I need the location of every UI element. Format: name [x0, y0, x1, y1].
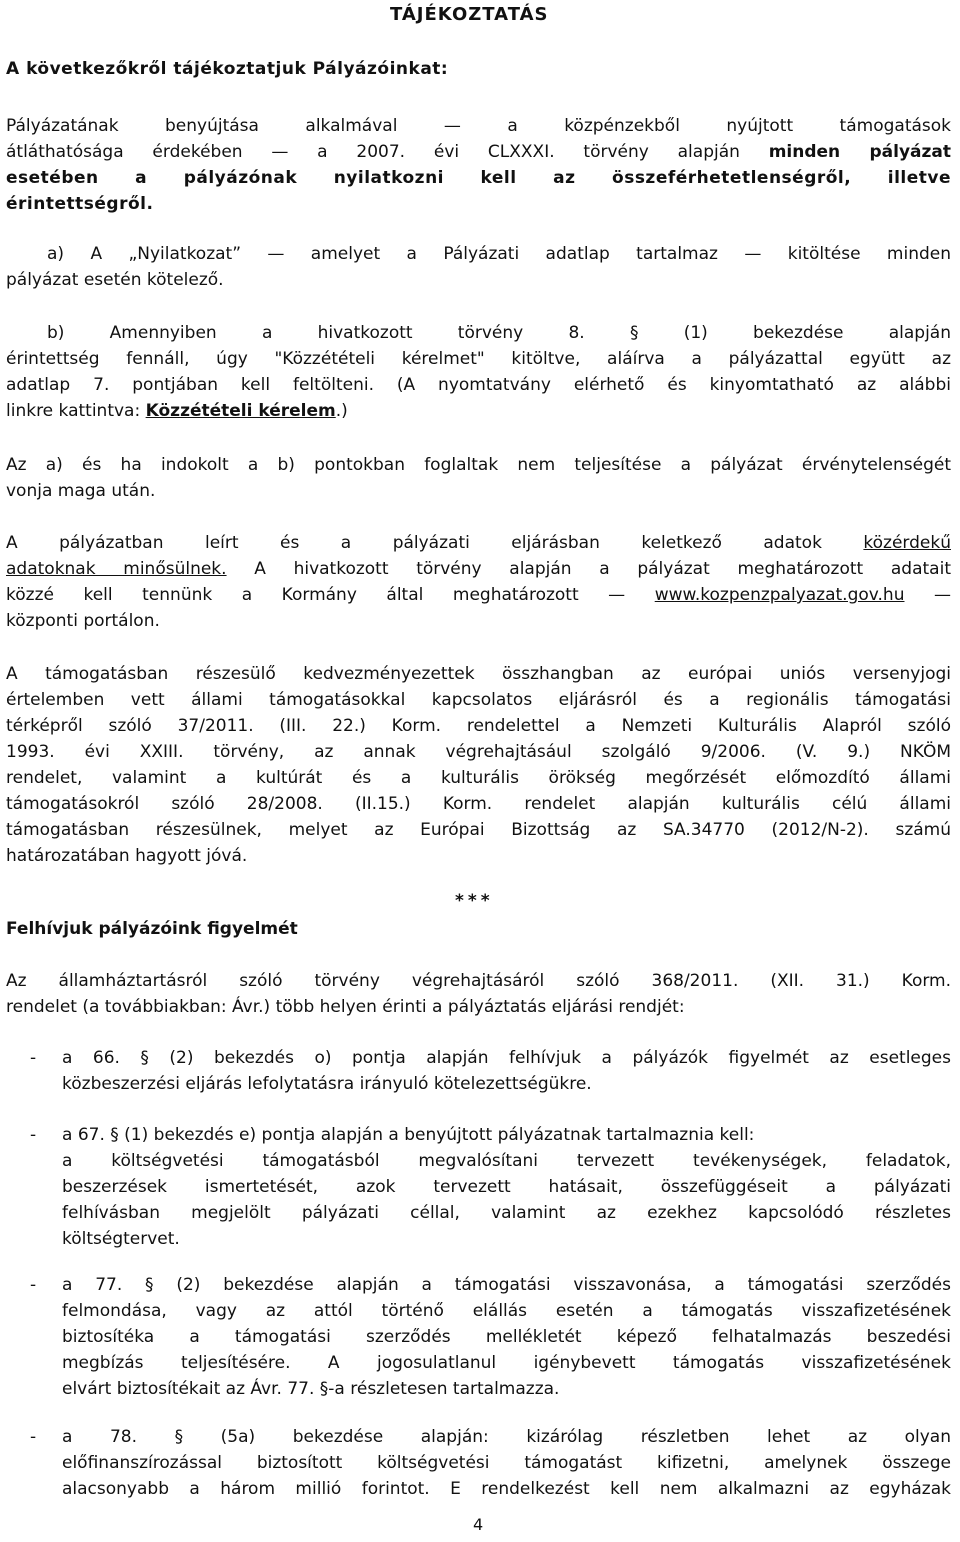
text-line: a 78. § (5a) bekezdése alapján: kizárólag részletben lehet az olyan: [62, 1427, 951, 1447]
text-line: a költségvetési támogatásból megvalósítani tervezett tevékenységek, feladatok,: [62, 1151, 951, 1171]
text-line: A támogatásban részesülő kedvezményezettek összhangban az európai uniós versenyjogi: [6, 664, 951, 684]
text-line: 1993. évi XXIII. törvény, az annak végrehajtásául szolgáló 9/2006. (V. 9.) NKÖM: [6, 742, 951, 762]
text-line: adatlap 7. pontjában kell feltölteni. (A nyomtatvány elérhető és kinyomtatható az alábbi: [6, 375, 951, 395]
paragraph-transparency: [6, 113, 951, 217]
kozerdeku-adatoknak-link[interactable]: adatoknak minősülnek.: [6, 559, 227, 579]
list-item: [62, 1045, 951, 1097]
paragraph-public-data: [6, 530, 951, 634]
text-line: értelemben vett állami támogatásokkal kapcsolatos eljárásról és a regionális támogatási: [6, 690, 951, 710]
text-line: elvárt biztosítékait az Ávr. 77. §-a részletesen tartalmazza.: [62, 1379, 560, 1399]
intro-heading: A következőkről tájékoztatjuk Pályázóinkat:: [6, 59, 449, 79]
list-item: [62, 1272, 951, 1402]
kozerdeku-link[interactable]: közérdekű: [863, 533, 951, 553]
list-item: [62, 1424, 951, 1502]
text-line: b) Amennyiben a hivatkozott törvény 8. § (1) bekezdése alapján: [47, 323, 951, 343]
text-line: átláthatósága érdekében — a 2007. évi CLXXXI. törvény alapján minden pályázat: [6, 142, 951, 162]
paragraph-avr: [6, 968, 951, 1020]
list-bullet: -: [30, 1427, 37, 1447]
text-line: adatoknak minősülnek. A hivatkozott törvény alapján a pályázat meghatározott adatait: [6, 559, 951, 579]
list-item: [62, 1122, 951, 1252]
text-line: Az államháztartásról szóló törvény végrehajtásáról szóló 368/2011. (XII. 31.) Korm.: [6, 971, 951, 991]
text-line: támogatásban részesülnek, melyet az Európai Bizottság az SA.34770 (2012/N-2). számú: [6, 820, 951, 840]
section-heading: Felhívjuk pályázóink figyelmét: [6, 919, 298, 939]
list-bullet: -: [30, 1125, 37, 1145]
text-line: megbízás teljesítésére. A jogosulatlanul igénybevett támogatás visszafizetésének: [62, 1353, 951, 1373]
text-line: központi portálon.: [6, 611, 160, 631]
list-bullet: -: [30, 1048, 37, 1068]
paragraph-a: [6, 241, 951, 293]
text-line: felhívásban megjelölt pályázati céllal, valamint az ezekhez kapcsolódó részletes: [62, 1203, 951, 1223]
text-line: A pályázatban leírt és a pályázati eljárásban keletkező adatok közérdekű: [6, 533, 951, 553]
text-line: határozatában hagyott jóvá.: [6, 846, 248, 866]
text-line: biztosítéka a támogatási szerződés mellékletét képező felhatalmazás beszedési: [62, 1327, 951, 1347]
text-line: a 77. § (2) bekezdése alapján a támogatási visszavonása, a támogatási szerződés: [62, 1275, 951, 1295]
text-line: támogatásokról szóló 28/2008. (II.15.) Korm. rendelet alapján kulturális célú állami: [6, 794, 951, 814]
text-line: pályázat esetén kötelező.: [6, 270, 224, 290]
text-line: vonja maga után.: [6, 481, 156, 501]
text-line: érintettségről.: [6, 194, 154, 214]
kozpenzpalyazat-link[interactable]: www.kozpenzpalyazat.gov.hu: [654, 585, 905, 605]
text-line: előfinanszírozással biztosított költségvetési támogatást kifizetni, amelynek összege: [62, 1453, 951, 1473]
paragraph-state-aid: [6, 661, 951, 869]
text-line: Az a) és ha indokolt a b) pontokban foglaltak nem teljesítése a pályázat érvénytelenségét: [6, 455, 951, 475]
text-line: linkre kattintva: Közzétételi kérelem.): [6, 401, 348, 421]
text-line: térképről szóló 37/2011. (III. 22.) Korm. rendelettel a Nemzeti Kulturális Alapról szóló: [6, 716, 951, 736]
section-separator: ***: [455, 891, 494, 911]
text-line: a 66. § (2) bekezdés o) pontja alapján felhívjuk a pályázók figyelmét az esetleges: [62, 1048, 951, 1068]
paragraph-invalidity: [6, 452, 951, 504]
text-line: alacsonyabb a három millió forintot. E rendelkezést kell nem alkalmazni az egyházak: [62, 1479, 951, 1499]
text-line: felmondása, vagy az attól történő elállás esetén a támogatás visszafizetésének: [62, 1301, 951, 1321]
text-line: közbeszerzési eljárás lefolytatásra irányuló kötelezettségükre.: [62, 1074, 592, 1094]
text-line: Pályázatának benyújtása alkalmával — a közpénzekből nyújtott támogatások: [6, 116, 951, 136]
paragraph-b: [6, 320, 951, 424]
text-line: rendelet (a továbbiakban: Ávr.) több helyen érinti a pályáztatás eljárási rendjét:: [6, 997, 685, 1017]
page-number: 4: [473, 1515, 484, 1534]
list-bullet: -: [30, 1275, 37, 1295]
text-line: közzé kell tennünk a Kormány által meghatározott — www.kozpenzpalyazat.gov.hu —: [6, 585, 952, 605]
text-line: a 67. § (1) bekezdés e) pontja alapján a benyújtott pályázatnak tartalmaznia kell:: [62, 1125, 755, 1145]
text-line: érintettség fennáll, úgy "Közzétételi kérelmet" kitöltve, aláírva a pályázattal együtt az: [6, 349, 951, 369]
text-line: beszerzések ismertetését, azok tervezett hatásait, összefüggéseit a pályázati: [62, 1177, 951, 1197]
page-title: TÁJÉKOZTATÁS: [390, 4, 549, 25]
text-line: költségtervet.: [62, 1229, 180, 1249]
text-line: esetében a pályázónak nyilatkozni kell az összeférhetetlenségről, illetve: [6, 168, 951, 188]
kozzeteteli-kerelem-link[interactable]: Közzétételi kérelem: [145, 401, 336, 421]
text-line: a) A „Nyilatkozat” — amelyet a Pályázati adatlap tartalmaz — kitöltése minden: [47, 244, 951, 264]
text-line: rendelet, valamint a kultúrát és a kulturális örökség megőrzését előmozdító állami: [6, 768, 951, 788]
